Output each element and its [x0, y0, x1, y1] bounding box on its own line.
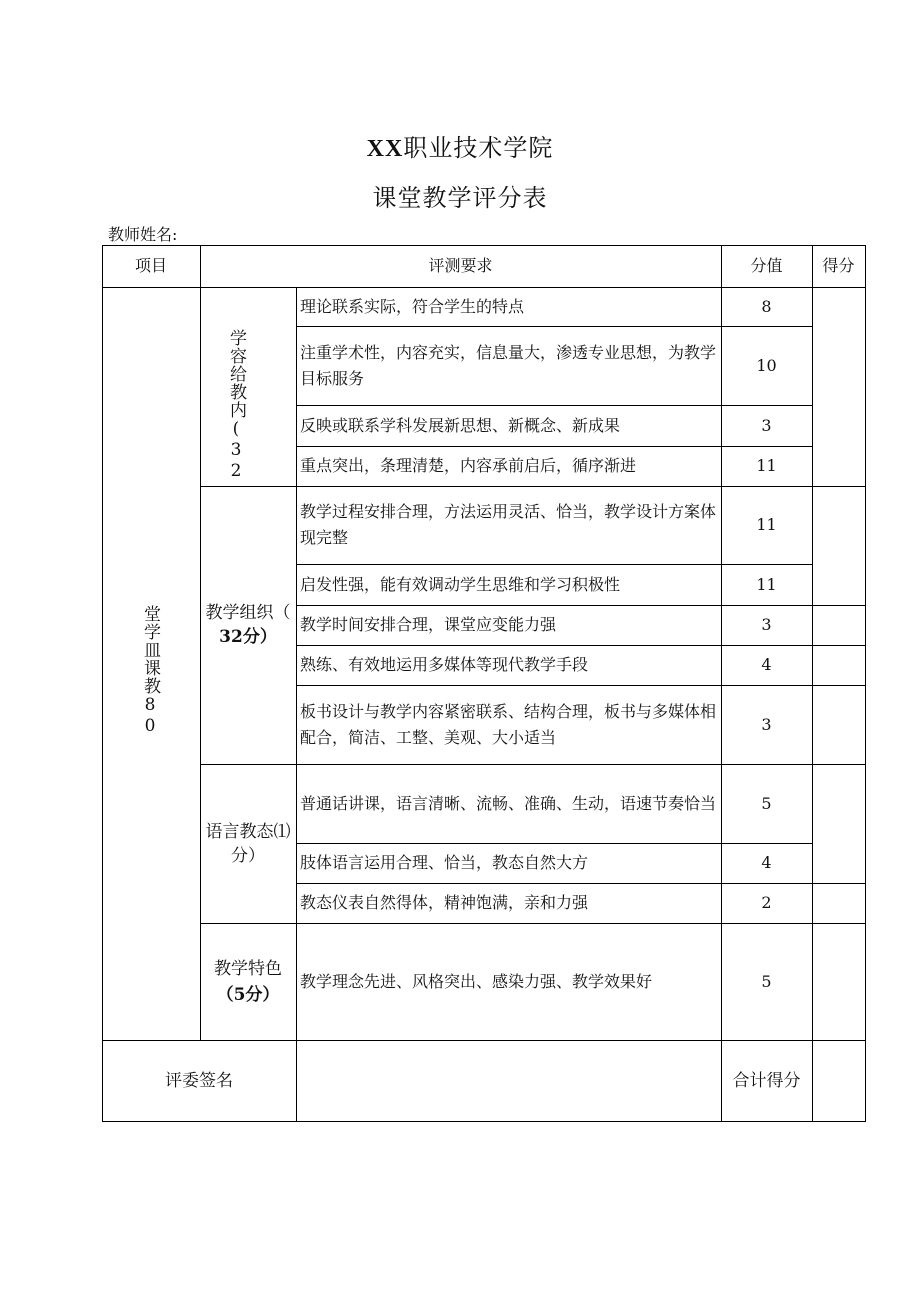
total-score-label: 合计得分 [732, 1070, 801, 1091]
score-value-cell: 11 [756, 515, 777, 534]
score-value-cell: 3 [761, 415, 772, 435]
score-value-cell: 4 [761, 655, 772, 674]
group-language-name [200, 764, 296, 923]
judge-signature-label: 评委签名 [165, 1070, 233, 1091]
requirement-cell: 教学过程安排合理，方法运用灵活、恰当，教学设计方案体现完整 [300, 502, 717, 547]
group-content-name: 学容给教内(32 [226, 329, 246, 482]
group-name-line: 语言教态⑴ [205, 821, 291, 842]
school-title: XX职业技术学院 [366, 134, 554, 162]
score-value-cell: 2 [761, 893, 772, 912]
requirement-cell: 教学理念先进、风格突出、感染力强、教学效果好 [300, 971, 653, 991]
score-value-cell: 8 [761, 296, 772, 316]
requirement-cell: 板书设计与教学内容紧密联系、结构合理，板书与多媒体相配合，简洁、工整、美观、大小适当 [300, 701, 717, 747]
header-score-got: 得分 [822, 256, 855, 275]
score-value-cell: 11 [756, 456, 777, 475]
score-value-cell: 11 [756, 574, 777, 594]
group-name-line: 教学特色 [214, 958, 282, 979]
requirement-cell: 注重学术性，内容充实，信息量大，渗透专业思想，为教学目标服务 [300, 342, 717, 388]
requirement-cell: 启发性强，能有效调动学生思维和学习积极性 [300, 574, 621, 594]
score-value-cell: 5 [761, 793, 772, 813]
requirement-cell: 熟练、有效地运用多媒体等现代教学手段 [300, 655, 589, 674]
requirement-cell: 理论联系实际，符合学生的特点 [300, 296, 525, 316]
form-title: 课堂教学评分表 [372, 184, 548, 212]
score-value-cell: 3 [761, 615, 772, 634]
requirement-cell: 重点突出，条理清楚，内容承前启后，循序渐进 [300, 456, 637, 475]
score-value-cell: 3 [761, 714, 772, 734]
group-name-line: 分） [231, 845, 265, 866]
requirement-cell: 教态仪表自然得体，精神饱满，亲和力强 [300, 893, 589, 912]
group-name-line: （5分） [216, 984, 280, 1005]
group-organization-name [200, 486, 296, 764]
group-name-line: 教学组织（ [205, 603, 291, 623]
requirement-cell: 教学时间安排合理，课堂应变能力强 [300, 615, 557, 634]
judge-signature-field[interactable] [297, 1041, 721, 1121]
requirement-cell: 反映或联系学科发展新思想、新概念、新成果 [300, 415, 621, 435]
total-score-field[interactable] [813, 1041, 865, 1121]
header-project: 项目 [134, 256, 167, 275]
score-value-cell: 4 [761, 853, 772, 872]
group-feature-name [200, 923, 296, 1040]
score-value-cell: 10 [756, 355, 777, 375]
requirement-cell: 普通话讲课，语言清晰、流畅、准确、生动，语速节奏恰当 [300, 793, 717, 813]
outer-category: 堂学皿课教80 [140, 605, 160, 737]
requirement-cell: 肢体语言运用合理、恰当，教态自然大方 [300, 853, 589, 872]
header-score-value: 分值 [750, 256, 783, 275]
score-table [102, 245, 866, 1122]
teacher-name-label: 教师姓名: [108, 225, 178, 244]
group-name-line: 32分） [219, 627, 277, 647]
score-value-cell: 5 [761, 971, 772, 991]
header-requirement: 评测要求 [428, 256, 493, 275]
